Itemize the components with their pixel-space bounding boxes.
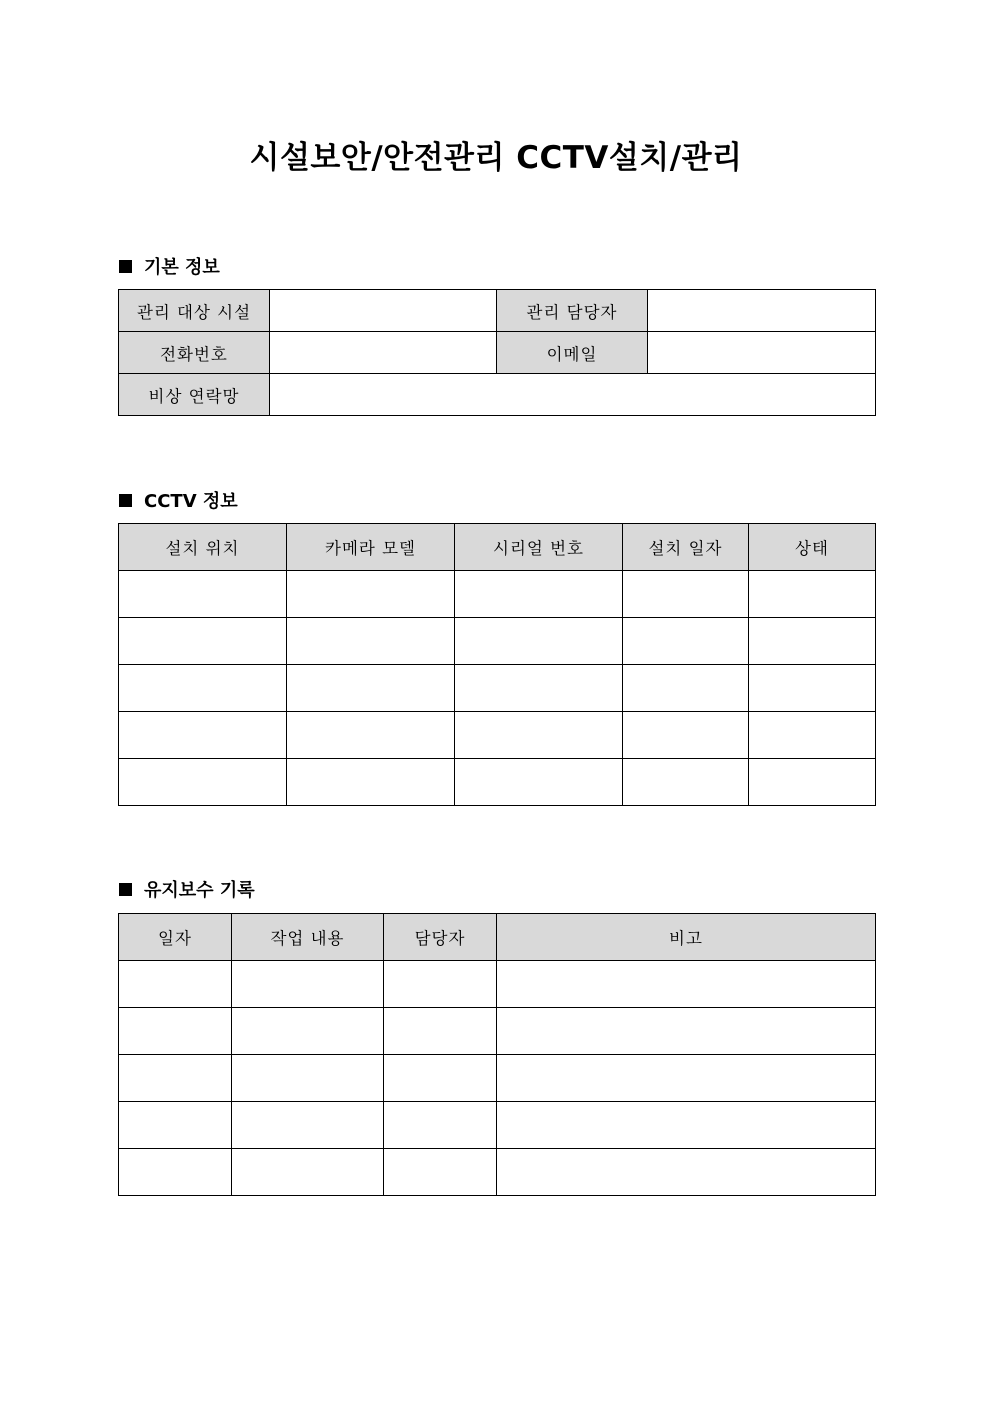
facility-field[interactable]: [270, 290, 497, 332]
section-heading-cctv: [119, 487, 238, 513]
table-cell[interactable]: [287, 759, 455, 806]
table-cell[interactable]: [497, 1149, 876, 1196]
table-cell[interactable]: [232, 1102, 384, 1149]
table-row: [119, 374, 876, 416]
table-cell[interactable]: [119, 618, 287, 665]
table-cell[interactable]: [119, 1149, 232, 1196]
table-cell[interactable]: [119, 759, 287, 806]
section-heading-label: 유지보수 기록: [144, 880, 255, 901]
table-cell[interactable]: [455, 665, 623, 712]
table-row: [119, 759, 876, 806]
column-header-date: 일자: [119, 914, 232, 961]
table-cell[interactable]: [119, 665, 287, 712]
cctv-info-table: [118, 523, 876, 806]
column-header-person-in-charge: 담당자: [384, 914, 497, 961]
table-cell[interactable]: [384, 1149, 497, 1196]
phone-field[interactable]: [270, 332, 497, 374]
column-header-work-details: 작업 내용: [232, 914, 384, 961]
table-row: [119, 290, 876, 332]
table-row: [119, 618, 876, 665]
table-cell[interactable]: [384, 1102, 497, 1149]
table-cell[interactable]: [232, 1008, 384, 1055]
table-cell[interactable]: [455, 571, 623, 618]
square-bullet-icon: [119, 260, 132, 273]
document-title: 시설보안/안전관리 CCTV설치/관리: [249, 140, 743, 176]
table-cell[interactable]: [232, 1055, 384, 1102]
table-row: [119, 332, 876, 374]
facility-label: 관리 대상 시설: [119, 290, 270, 332]
table-cell[interactable]: [623, 665, 749, 712]
emergency-contact-field[interactable]: [270, 374, 876, 416]
table-row: [119, 571, 876, 618]
table-cell[interactable]: [119, 1102, 232, 1149]
table-cell[interactable]: [384, 1055, 497, 1102]
table-cell[interactable]: [749, 571, 876, 618]
table-cell[interactable]: [497, 1055, 876, 1102]
manager-label: 관리 담당자: [497, 290, 648, 332]
table-cell[interactable]: [497, 961, 876, 1008]
table-cell[interactable]: [497, 1008, 876, 1055]
column-header-serial-number: 시리얼 번호: [455, 524, 623, 571]
table-cell[interactable]: [232, 961, 384, 1008]
table-cell[interactable]: [287, 571, 455, 618]
table-cell[interactable]: [455, 712, 623, 759]
table-cell[interactable]: [232, 1149, 384, 1196]
table-cell[interactable]: [287, 665, 455, 712]
table-cell[interactable]: [623, 618, 749, 665]
table-cell[interactable]: [384, 1008, 497, 1055]
table-cell[interactable]: [749, 759, 876, 806]
table-row: [119, 1008, 876, 1055]
column-header-status: 상태: [749, 524, 876, 571]
table-cell[interactable]: [455, 618, 623, 665]
table-cell[interactable]: [749, 618, 876, 665]
section-heading-label: 기본 정보: [144, 257, 220, 278]
table-cell[interactable]: [623, 571, 749, 618]
table-cell[interactable]: [384, 961, 497, 1008]
email-label: 이메일: [497, 332, 648, 374]
basic-info-table: [118, 289, 876, 416]
column-header-remarks: 비고: [497, 914, 876, 961]
table-cell[interactable]: [119, 961, 232, 1008]
table-row: [119, 1055, 876, 1102]
table-header-row: [119, 914, 876, 961]
table-cell[interactable]: [497, 1102, 876, 1149]
square-bullet-icon: [119, 883, 132, 896]
table-cell[interactable]: [119, 571, 287, 618]
table-header-row: [119, 524, 876, 571]
table-row: [119, 665, 876, 712]
section-heading-basic: [119, 253, 220, 279]
table-row: [119, 961, 876, 1008]
table-cell[interactable]: [119, 1055, 232, 1102]
maintenance-log-table: [118, 913, 876, 1196]
section-heading-label: CCTV 정보: [144, 491, 238, 512]
table-cell[interactable]: [749, 665, 876, 712]
column-header-camera-model: 카메라 모델: [287, 524, 455, 571]
manager-field[interactable]: [648, 290, 876, 332]
phone-label: 전화번호: [119, 332, 270, 374]
table-cell[interactable]: [455, 759, 623, 806]
table-row: [119, 1149, 876, 1196]
table-cell[interactable]: [287, 712, 455, 759]
email-field[interactable]: [648, 332, 876, 374]
table-cell[interactable]: [749, 712, 876, 759]
table-row: [119, 712, 876, 759]
table-row: [119, 1102, 876, 1149]
emergency-contact-label: 비상 연락망: [119, 374, 270, 416]
column-header-install-location: 설치 위치: [119, 524, 287, 571]
table-cell[interactable]: [119, 1008, 232, 1055]
table-cell[interactable]: [119, 712, 287, 759]
table-cell[interactable]: [623, 759, 749, 806]
square-bullet-icon: [119, 494, 132, 507]
column-header-install-date: 설치 일자: [623, 524, 749, 571]
table-cell[interactable]: [623, 712, 749, 759]
table-cell[interactable]: [287, 618, 455, 665]
section-heading-maintenance: [119, 876, 255, 902]
